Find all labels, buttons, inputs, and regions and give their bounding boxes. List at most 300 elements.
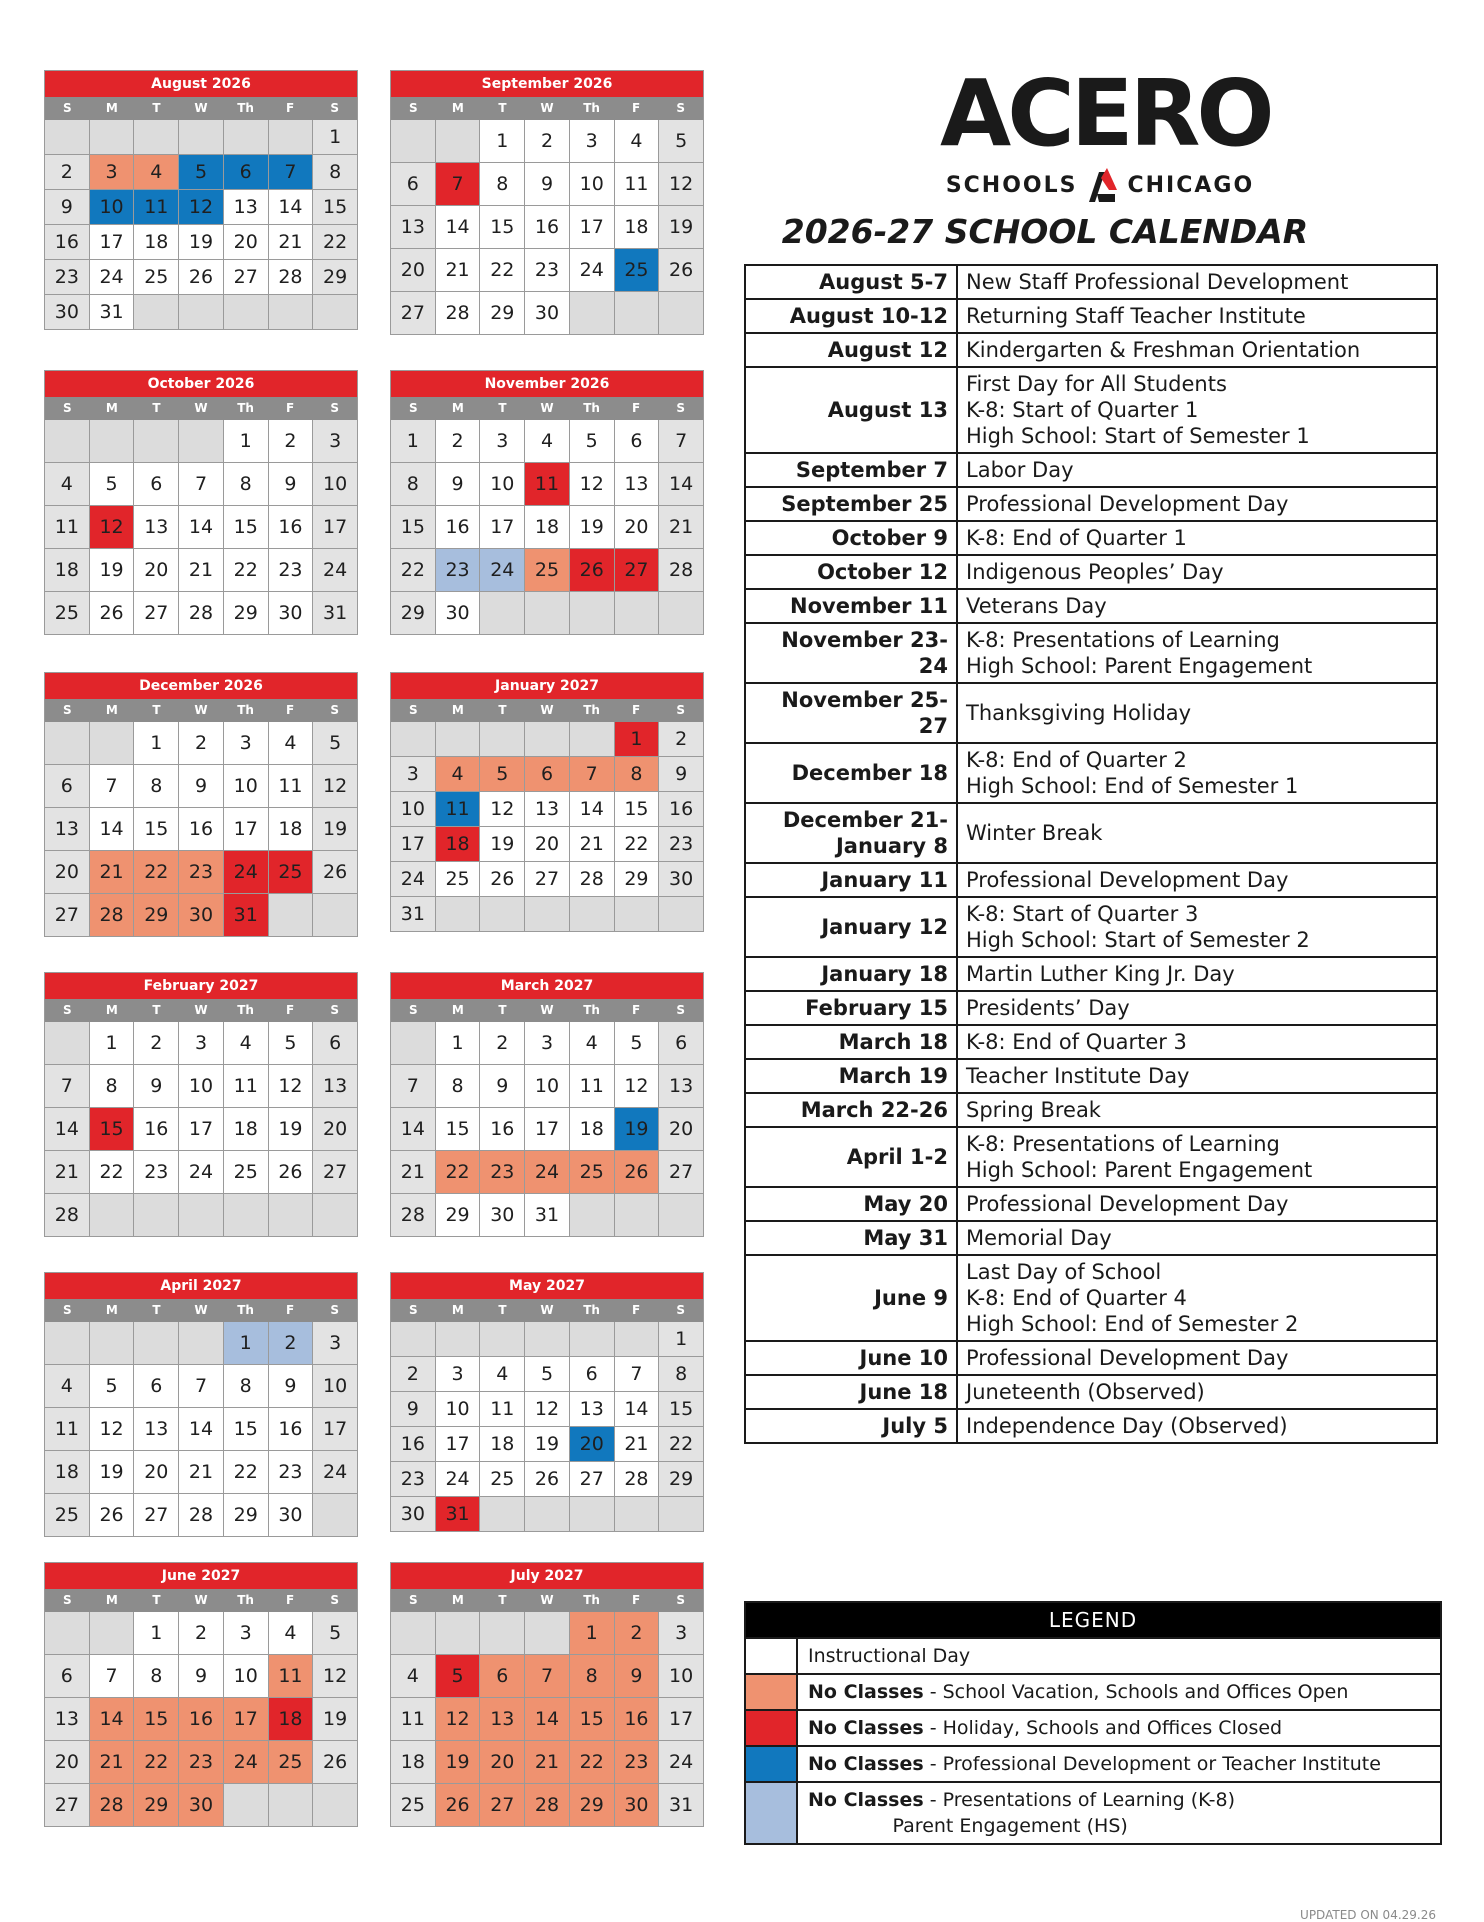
day-cell: 1: [134, 1612, 178, 1654]
day-cell: 25: [436, 862, 480, 896]
weekday-label: M: [451, 703, 464, 717]
day-cell: 6: [224, 155, 268, 189]
empty-day-cell: [659, 1497, 703, 1531]
day-cell: 23: [134, 1151, 178, 1193]
legend-swatch: [746, 1783, 798, 1843]
month-calendar: [44, 672, 358, 937]
weekday-label: F: [286, 703, 295, 717]
day-cell: 20: [134, 549, 178, 591]
weekday-label: S: [676, 1003, 686, 1017]
day-cell: 24: [313, 1451, 357, 1493]
weekday-label: F: [286, 1303, 295, 1317]
updated-note: UPDATED ON 04.29.26: [1300, 1908, 1436, 1922]
day-cell: 6: [525, 757, 569, 791]
day-cell: 15: [436, 1108, 480, 1150]
event-line: Professional Development Day: [966, 1192, 1289, 1216]
day-cell: 1: [391, 420, 435, 462]
weekday-label: W: [194, 1303, 208, 1317]
day-cell: 1: [480, 120, 524, 162]
event-description: [957, 367, 1437, 453]
event-date: November 23-24: [745, 623, 957, 683]
day-cell: 25: [525, 549, 569, 591]
day-cell: 31: [525, 1194, 569, 1236]
event-date: March 18: [745, 1025, 957, 1059]
weekday-header: [391, 1299, 703, 1322]
empty-day-cell: [224, 1784, 268, 1826]
calendar-title: 2026-27 SCHOOL CALENDAR: [781, 212, 1309, 251]
day-cell: 2: [391, 1357, 435, 1391]
day-cell: 3: [313, 1322, 357, 1364]
day-cell: 23: [269, 549, 313, 591]
event-line: Independence Day (Observed): [966, 1414, 1288, 1438]
day-cell: 30: [391, 1497, 435, 1531]
weekday-label: S: [62, 1003, 72, 1017]
day-cell: 3: [90, 155, 134, 189]
event-row: [745, 1187, 1437, 1221]
day-cell: 3: [659, 1612, 703, 1654]
day-cell: 26: [480, 862, 524, 896]
weekday-label: S: [676, 703, 686, 717]
day-cell: 16: [179, 808, 223, 850]
weekday-header: [45, 1299, 357, 1322]
day-cell: 29: [134, 894, 178, 936]
month-title: June 2027: [45, 1563, 357, 1589]
day-cell: 10: [659, 1655, 703, 1697]
legend-text: [798, 1675, 1358, 1709]
day-cell: 23: [659, 827, 703, 861]
empty-day-cell: [313, 1494, 357, 1536]
legend-item: [746, 1781, 1440, 1843]
weekday-label: M: [451, 1003, 464, 1017]
day-cell: 6: [134, 1365, 178, 1407]
day-cell: 11: [224, 1065, 268, 1107]
event-row: [745, 521, 1437, 555]
event-description: [957, 803, 1437, 863]
event-line: Professional Development Day: [966, 492, 1289, 516]
day-cell: 27: [224, 260, 268, 294]
day-cell: 4: [269, 1612, 313, 1654]
month-title: April 2027: [45, 1273, 357, 1299]
day-cell: 21: [179, 549, 223, 591]
event-description: [957, 1025, 1437, 1059]
day-cell: 2: [179, 1612, 223, 1654]
day-cell: 21: [269, 225, 313, 259]
event-line: Presidents’ Day: [966, 996, 1130, 1020]
day-cell: 16: [480, 1108, 524, 1150]
empty-day-cell: [436, 897, 480, 931]
day-cell: 26: [179, 260, 223, 294]
day-cell: 13: [525, 792, 569, 826]
day-cell: 17: [224, 1698, 268, 1740]
weekday-label: Th: [237, 703, 254, 717]
day-cell: 20: [391, 249, 435, 291]
day-cell: 5: [525, 1357, 569, 1391]
day-cell: 19: [436, 1741, 480, 1783]
day-cell: 22: [480, 249, 524, 291]
weekday-label: F: [286, 101, 295, 115]
weekday-label: F: [286, 1003, 295, 1017]
weekday-label: F: [632, 1593, 641, 1607]
day-cell: 23: [179, 1741, 223, 1783]
day-cell: 5: [615, 1022, 659, 1064]
day-cell: 18: [436, 827, 480, 861]
day-cell: 27: [391, 292, 435, 334]
day-cell: 28: [659, 549, 703, 591]
event-description: [957, 957, 1437, 991]
event-description: [957, 1409, 1437, 1443]
day-cell: 12: [659, 163, 703, 205]
day-cell: 31: [313, 592, 357, 634]
day-cell: 30: [45, 295, 89, 329]
day-cell: 19: [525, 1427, 569, 1461]
empty-day-cell: [313, 1194, 357, 1236]
day-cell: 31: [391, 897, 435, 931]
weekday-label: W: [194, 703, 208, 717]
day-cell: 2: [134, 1022, 178, 1064]
day-cell: 30: [525, 292, 569, 334]
day-cell: 26: [659, 249, 703, 291]
day-cell: 13: [134, 506, 178, 548]
day-cell: 14: [90, 1698, 134, 1740]
day-cell: 21: [659, 506, 703, 548]
day-cell: 7: [391, 1065, 435, 1107]
day-cell: 1: [659, 1322, 703, 1356]
event-row: [745, 1093, 1437, 1127]
event-line: High School: End of Semester 2: [966, 1312, 1299, 1336]
event-row: [745, 555, 1437, 589]
day-cell: 8: [224, 463, 268, 505]
day-cell: 19: [615, 1108, 659, 1150]
day-cell: 1: [436, 1022, 480, 1064]
empty-day-cell: [391, 722, 435, 756]
legend-item: [746, 1745, 1440, 1781]
day-cell: 2: [45, 155, 89, 189]
weekday-label: T: [152, 1303, 161, 1317]
day-cell: 29: [224, 1494, 268, 1536]
weekday-label: F: [632, 401, 641, 415]
weekday-label: F: [286, 1593, 295, 1607]
day-cell: 26: [525, 1462, 569, 1496]
day-cell: 18: [480, 1427, 524, 1461]
event-description: [957, 1187, 1437, 1221]
event-date: January 12: [745, 897, 957, 957]
day-cell: 4: [436, 757, 480, 791]
day-cell: 2: [179, 722, 223, 764]
empty-day-cell: [570, 1497, 614, 1531]
event-description: [957, 1255, 1437, 1341]
day-cell: 16: [179, 1698, 223, 1740]
month-calendar: [390, 1272, 704, 1532]
weekday-label: M: [105, 1003, 118, 1017]
events-table: [744, 264, 1438, 1444]
weekday-label: F: [632, 101, 641, 115]
event-date: May 20: [745, 1187, 957, 1221]
empty-day-cell: [525, 722, 569, 756]
day-cell: 5: [570, 420, 614, 462]
event-line: Labor Day: [966, 458, 1074, 482]
day-cell: 15: [615, 792, 659, 826]
weekday-label: W: [540, 1003, 554, 1017]
month-title: December 2026: [45, 673, 357, 699]
event-description: [957, 683, 1437, 743]
month-calendar: [390, 972, 704, 1237]
day-cell: 4: [570, 1022, 614, 1064]
weekday-label: S: [330, 1003, 340, 1017]
day-cell: 29: [313, 260, 357, 294]
day-cell: 8: [313, 155, 357, 189]
day-cell: 14: [570, 792, 614, 826]
day-cell: 14: [615, 1392, 659, 1426]
day-cell: 28: [179, 592, 223, 634]
empty-day-cell: [525, 1497, 569, 1531]
day-cell: 28: [436, 292, 480, 334]
empty-day-cell: [391, 120, 435, 162]
weekday-label: Th: [237, 401, 254, 415]
logo-left-word: SCHOOLS: [945, 172, 1078, 198]
empty-day-cell: [224, 1194, 268, 1236]
weekday-label: S: [330, 1303, 340, 1317]
day-cell: 3: [525, 1022, 569, 1064]
day-cell: 24: [90, 260, 134, 294]
weekday-label: Th: [583, 1003, 600, 1017]
day-cell: 7: [436, 163, 480, 205]
weekday-label: Th: [583, 401, 600, 415]
event-date: April 1-2: [745, 1127, 957, 1187]
day-cell: 2: [480, 1022, 524, 1064]
month-calendar: [44, 1272, 358, 1537]
event-date: December 18: [745, 743, 957, 803]
day-cell: 8: [659, 1357, 703, 1391]
day-cell: 1: [90, 1022, 134, 1064]
empty-day-cell: [480, 1322, 524, 1356]
day-cell: 10: [313, 1365, 357, 1407]
day-cell: 11: [391, 1698, 435, 1740]
day-cell: 15: [659, 1392, 703, 1426]
weekday-label: F: [632, 1303, 641, 1317]
day-cell: 27: [525, 862, 569, 896]
weekday-label: M: [105, 101, 118, 115]
day-cell: 27: [45, 1784, 89, 1826]
day-cell: 28: [45, 1194, 89, 1236]
empty-day-cell: [615, 1194, 659, 1236]
event-line: K-8: Start of Quarter 1: [966, 398, 1199, 422]
day-cell: 29: [615, 862, 659, 896]
weekday-label: W: [540, 1303, 554, 1317]
weekday-label: M: [451, 401, 464, 415]
day-cell: 17: [90, 225, 134, 259]
day-cell: 1: [313, 120, 357, 154]
day-cell: 11: [480, 1392, 524, 1426]
weekday-label: S: [408, 401, 418, 415]
day-cell: 30: [269, 592, 313, 634]
weekday-label: S: [62, 1593, 72, 1607]
weekday-header: [391, 97, 703, 120]
day-cell: 4: [480, 1357, 524, 1391]
day-cell: 21: [570, 827, 614, 861]
event-date: March 19: [745, 1059, 957, 1093]
event-row: [745, 453, 1437, 487]
day-cell: 9: [480, 1065, 524, 1107]
day-cell: 17: [480, 506, 524, 548]
day-cell: 9: [391, 1392, 435, 1426]
event-date: March 22-26: [745, 1093, 957, 1127]
day-cell: 19: [179, 225, 223, 259]
empty-day-cell: [391, 1322, 435, 1356]
event-line: High School: End of Semester 1: [966, 774, 1299, 798]
day-cell: 7: [615, 1357, 659, 1391]
weekday-header: [391, 999, 703, 1022]
empty-day-cell: [570, 292, 614, 334]
event-row: [745, 1375, 1437, 1409]
event-line: K-8: End of Quarter 3: [966, 1030, 1187, 1054]
weekday-label: F: [632, 703, 641, 717]
weekday-label: Th: [583, 1593, 600, 1607]
day-cell: 16: [269, 506, 313, 548]
weekday-label: S: [62, 101, 72, 115]
day-cell: 6: [45, 1655, 89, 1697]
empty-day-cell: [224, 120, 268, 154]
weekday-label: W: [540, 401, 554, 415]
day-cell: 4: [45, 463, 89, 505]
day-cell: 5: [659, 120, 703, 162]
day-cell: 21: [90, 851, 134, 893]
event-row: [745, 333, 1437, 367]
day-cell: 10: [224, 1655, 268, 1697]
weekday-label: S: [676, 1303, 686, 1317]
weekday-label: W: [540, 1593, 554, 1607]
day-cell: 16: [391, 1427, 435, 1461]
day-cell: 4: [391, 1655, 435, 1697]
day-cell: 22: [391, 549, 435, 591]
day-cell: 23: [179, 851, 223, 893]
weekday-label: W: [540, 101, 554, 115]
day-cell: 18: [525, 506, 569, 548]
weekday-label: S: [330, 1593, 340, 1607]
day-cell: 9: [615, 1655, 659, 1697]
day-cell: 8: [615, 757, 659, 791]
weekday-label: S: [408, 101, 418, 115]
day-cell: 12: [480, 792, 524, 826]
day-cell: 9: [525, 163, 569, 205]
day-cell: 31: [224, 894, 268, 936]
weekday-label: S: [62, 401, 72, 415]
day-cell: 25: [45, 1494, 89, 1536]
day-cell: 26: [436, 1784, 480, 1826]
day-cell: 26: [570, 549, 614, 591]
day-cell: 29: [570, 1784, 614, 1826]
day-cell: 28: [179, 1494, 223, 1536]
day-cell: 21: [45, 1151, 89, 1193]
day-cell: 6: [570, 1357, 614, 1391]
day-cell: 28: [90, 894, 134, 936]
weekday-label: T: [152, 1593, 161, 1607]
day-cell: 21: [90, 1741, 134, 1783]
weekday-header: [45, 999, 357, 1022]
weekday-label: S: [62, 1303, 72, 1317]
day-cell: 31: [436, 1497, 480, 1531]
day-cell: 9: [179, 1655, 223, 1697]
event-description: [957, 487, 1437, 521]
event-row: [745, 1221, 1437, 1255]
legend: [744, 1601, 1442, 1845]
weekday-label: M: [451, 1303, 464, 1317]
weekday-label: S: [408, 1593, 418, 1607]
day-cell: 14: [179, 506, 223, 548]
day-cell: 17: [391, 827, 435, 861]
empty-day-cell: [45, 1322, 89, 1364]
day-cell: 22: [659, 1427, 703, 1461]
event-date: May 31: [745, 1221, 957, 1255]
day-cell: 20: [134, 1451, 178, 1493]
empty-day-cell: [179, 420, 223, 462]
event-row: [745, 367, 1437, 453]
day-cell: 27: [313, 1151, 357, 1193]
day-cell: 11: [570, 1065, 614, 1107]
month-calendar: [390, 1562, 704, 1827]
empty-day-cell: [313, 295, 357, 329]
weekday-header: [45, 97, 357, 120]
day-cell: 23: [525, 249, 569, 291]
month-title: March 2027: [391, 973, 703, 999]
day-cell: 11: [525, 463, 569, 505]
day-cell: 10: [224, 765, 268, 807]
event-description: [957, 1059, 1437, 1093]
day-cell: 6: [615, 420, 659, 462]
day-cell: 17: [525, 1108, 569, 1150]
weekday-label: S: [408, 703, 418, 717]
legend-bold: No Classes: [808, 1681, 924, 1703]
event-row: [745, 1341, 1437, 1375]
month-calendar: [390, 370, 704, 635]
legend-label: - Holiday, Schools and Offices Closed: [923, 1717, 1283, 1739]
weekday-label: F: [632, 1003, 641, 1017]
empty-day-cell: [90, 1194, 134, 1236]
day-cell: 17: [436, 1427, 480, 1461]
empty-day-cell: [45, 1612, 89, 1654]
empty-day-cell: [570, 1322, 614, 1356]
day-cell: 10: [179, 1065, 223, 1107]
day-cell: 14: [269, 190, 313, 224]
empty-day-cell: [436, 120, 480, 162]
day-cell: 10: [570, 163, 614, 205]
day-cell: 11: [45, 506, 89, 548]
day-cell: 22: [224, 549, 268, 591]
weekday-label: M: [105, 1593, 118, 1607]
day-cell: 3: [224, 1612, 268, 1654]
day-cell: 7: [659, 420, 703, 462]
empty-day-cell: [480, 592, 524, 634]
day-cell: 29: [436, 1194, 480, 1236]
day-cell: 27: [659, 1151, 703, 1193]
empty-day-cell: [570, 897, 614, 931]
empty-day-cell: [224, 295, 268, 329]
day-cell: 18: [391, 1741, 435, 1783]
day-cell: 12: [313, 765, 357, 807]
day-cell: 30: [615, 1784, 659, 1826]
event-date: October 12: [745, 555, 957, 589]
day-cell: 7: [179, 463, 223, 505]
day-cell: 4: [224, 1022, 268, 1064]
day-cell: 11: [269, 765, 313, 807]
day-cell: 28: [570, 862, 614, 896]
empty-day-cell: [615, 292, 659, 334]
day-cell: 12: [570, 463, 614, 505]
weekday-label: Th: [583, 703, 600, 717]
day-cell: 18: [615, 206, 659, 248]
logo-right-word: CHICAGO: [1127, 172, 1255, 198]
event-description: [957, 555, 1437, 589]
day-cell: 26: [90, 592, 134, 634]
